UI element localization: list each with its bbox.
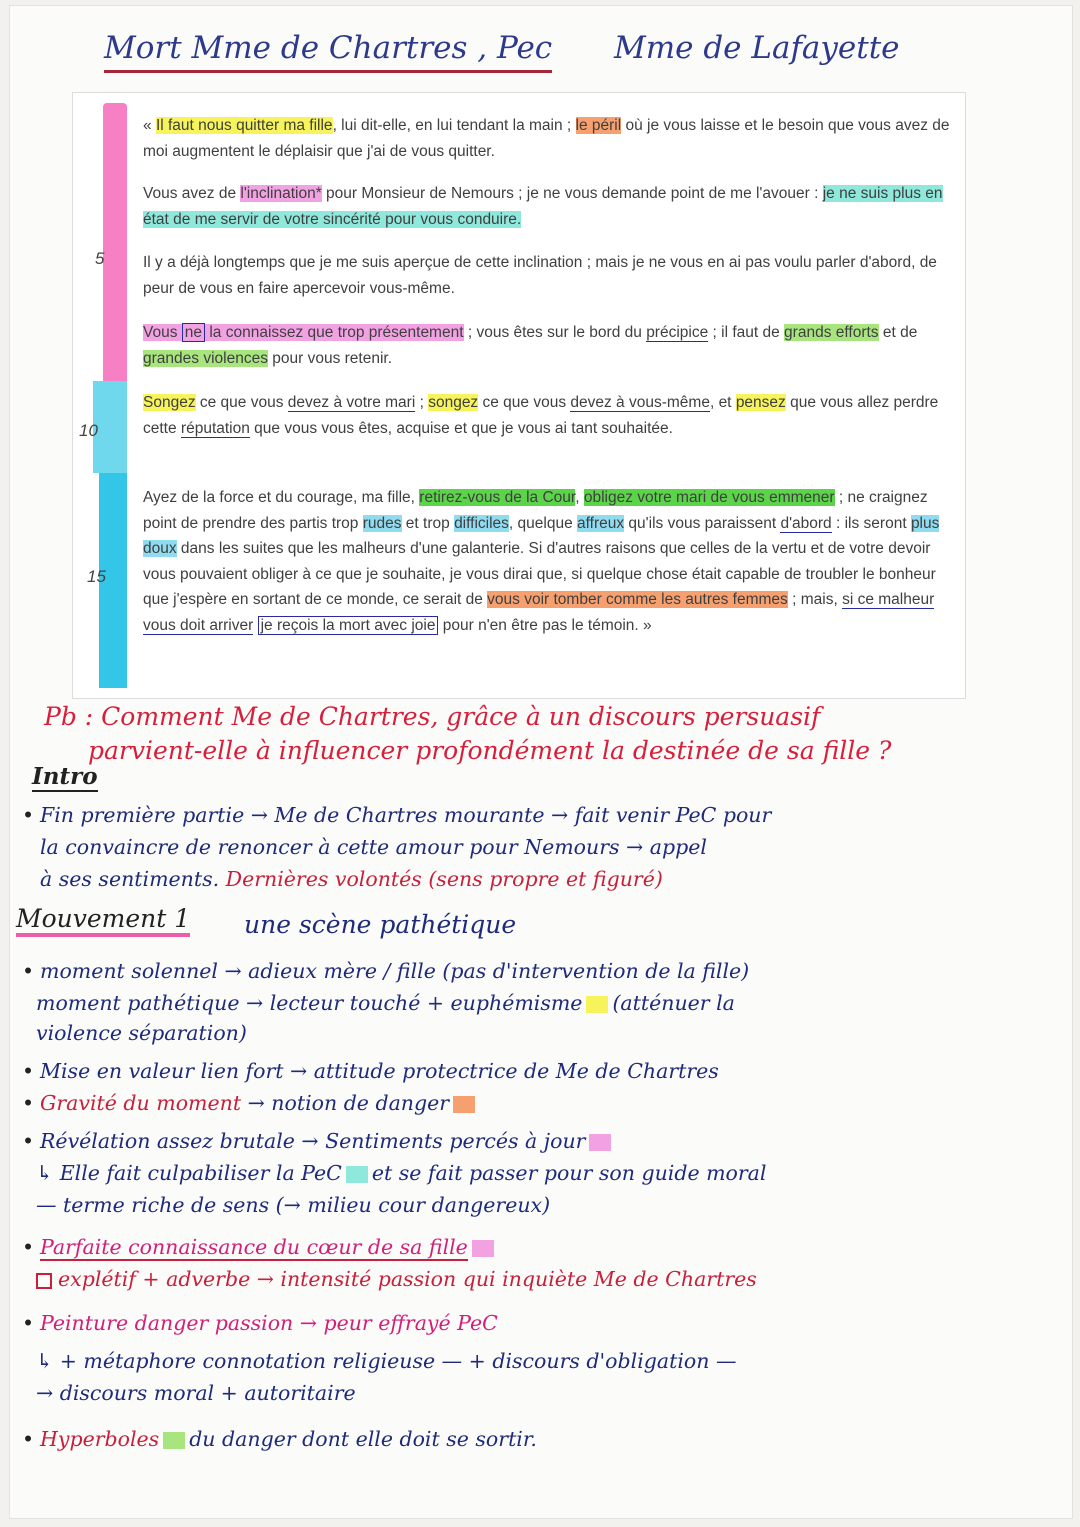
- author-name: Mme de Lafayette: [614, 30, 900, 66]
- excerpt-paragraph-6: [143, 485, 951, 638]
- excerpt-paragraph-5: [143, 390, 951, 441]
- text-run: ; ne craignez point de prendre des partis trop: [143, 489, 928, 532]
- underlined-phrase: devez à vous-même: [570, 394, 710, 411]
- text-run: ce que vous: [195, 394, 288, 411]
- cyan-swatch: [346, 1166, 368, 1183]
- boxed-word: ne: [182, 323, 205, 342]
- highlight-yellow: Songez: [143, 394, 196, 411]
- underlined-word: d'abord: [780, 514, 832, 532]
- text-run: et trop: [401, 514, 455, 532]
- note-line: ↳ + métaphore connotation religieuse — + discours d'obligation —: [36, 1349, 737, 1373]
- text-run: qu'ils vous paraissent: [624, 514, 781, 532]
- text-run: Vous avez de: [143, 185, 241, 202]
- text-run: pour n'en être pas le témoin. »: [438, 616, 652, 634]
- highlight-pink: l'inclination*: [240, 185, 322, 202]
- pink-swatch: [589, 1134, 611, 1151]
- green-swatch: [163, 1432, 185, 1449]
- intro-line: la convaincre de renoncer à cette amour pour Nemours → appel: [40, 835, 707, 859]
- highlight-yellow: pensez: [735, 394, 786, 411]
- text-run: pour vous retenir.: [267, 349, 393, 367]
- highlight-pink: Vous: [143, 324, 182, 341]
- text-run: ; mais,: [787, 591, 843, 608]
- highlight-green: grandes violences: [143, 349, 268, 367]
- highlight-blue: affreux: [577, 514, 625, 532]
- highlight-blue: plus doux: [143, 514, 940, 557]
- highlight-blue: rudes: [362, 514, 402, 532]
- intro-line: [40, 864, 1080, 895]
- underlined-phrase: devez à votre mari: [287, 394, 416, 411]
- note-line: → discours moral + autoritaire: [36, 1381, 356, 1405]
- highlight-cyan: je ne suis plus en état de me servir de votre sincérité pour vous conduire.: [143, 185, 943, 228]
- text-run: ,: [575, 489, 584, 506]
- note-text-red: Gravité du moment: [40, 1091, 242, 1115]
- yellow-swatch: [586, 996, 608, 1013]
- highlight-green: retirez-vous de la Cour: [419, 489, 576, 506]
- orange-swatch: [453, 1096, 475, 1113]
- note-line: violence séparation): [36, 1021, 247, 1045]
- note-text: Peinture danger passion → peur effrayé PeC: [40, 1311, 498, 1335]
- page-title: Mort Mme de Chartres , Pec: [104, 30, 552, 73]
- pink-swatch: [472, 1240, 494, 1257]
- page-header: [0, 30, 1080, 78]
- note-line: [36, 1264, 1076, 1295]
- note-text: → notion de danger: [247, 1091, 450, 1115]
- text-run: ; vous êtes sur le bord du: [463, 324, 647, 341]
- problem-statement: [44, 700, 1054, 768]
- note-text: Révélation assez brutale → Sentiments percés à jour: [40, 1129, 586, 1153]
- text-excerpt: [72, 92, 966, 699]
- text-run: pour Monsieur de Nemours ; je ne vous demande point de me l'avouer :: [321, 185, 823, 202]
- text-run: où je vous laisse et le besoin que vous avez de moi augmentent le déplaisir que j'ai de vous quitter.: [143, 117, 950, 160]
- note-text: du danger dont elle doit se sortir.: [189, 1427, 537, 1451]
- note-text: Mise en valeur lien fort → attitude protectrice de Me de Chartres: [40, 1059, 719, 1083]
- text-run: , lui dit-elle, en lui tendant la main ;: [332, 117, 576, 134]
- excerpt-paragraph-2: [143, 181, 951, 232]
- problem-line: Pb : Comment Me de Chartres, grâce à un discours persuasif: [44, 702, 821, 731]
- note-text: et se fait passer pour son guide moral: [371, 1161, 767, 1185]
- highlight-yellow: Il faut nous quitter ma fille: [155, 117, 333, 134]
- text-run: et de: [878, 324, 918, 341]
- problem-line: parvient-elle à influencer profondément la destinée de sa fille ?: [88, 736, 892, 765]
- highlight-orange: vous voir tomber comme les autres femmes: [487, 591, 788, 608]
- underlined-word: réputation: [180, 419, 250, 437]
- highlight-orange: le péril: [575, 117, 622, 134]
- text-run: que vous vous êtes, acquise et que je vous ai tant souhaitée.: [249, 419, 673, 437]
- note-line: — terme riche de sens (→ milieu cour dangereux): [36, 1193, 551, 1217]
- pink-margin-marker: [103, 103, 127, 381]
- line-number: 15: [87, 567, 106, 586]
- note-line: [36, 988, 1076, 1019]
- highlight-green: obligez votre mari de vous emmener: [583, 489, 835, 506]
- boxed-phrase: je reçois la mort avec joie: [258, 616, 439, 635]
- text-run: dans les suites que les malheurs d'une galanterie. Si d'autres raisons que celles de la vertu et de votre devoir vous pouvaient obliger à ce que je souhaite, je vous dirai que, si quelque chose était capable de troubler le bonheur que j'espère en sortant de ce monde, ce serait de: [143, 540, 936, 608]
- note-line: [36, 1158, 1076, 1189]
- text-run: , quelque: [508, 514, 578, 532]
- underlined-word: précipice: [646, 324, 709, 341]
- movement-title: une scène pathétique: [244, 910, 517, 939]
- intro-heading: Intro: [32, 763, 98, 790]
- underlined-phrase: si ce malheur vous doit arriver: [143, 591, 935, 634]
- note-text-red: Dernières volontés (sens propre et figuré): [225, 867, 663, 891]
- excerpt-paragraph-3: Il y a déjà longtemps que je me suis aperçue de cette inclination ; mais je ne vous en ai pas voulu parler d'abord, de peur de vous en faire apercevoir vous-même.: [143, 254, 937, 297]
- note-text: à ses sentiments.: [40, 867, 220, 891]
- text-run: ce que vous: [478, 394, 571, 411]
- note-bullet: • Hyperboles du danger dont elle doit se sortir.: [22, 1427, 537, 1451]
- note-text: moment solennel → adieux mère / fille (pas d'intervention de la fille): [40, 959, 750, 983]
- note-bullet: • moment solennel → adieux mère / fille (pas d'intervention de la fille): [22, 959, 750, 983]
- highlight-green: grands efforts: [784, 324, 879, 341]
- text-run: Ayez de la force et du courage, ma fille,: [143, 489, 420, 506]
- intro-line: • Fin première partie → Me de Chartres mourante → fait venir PeC pour: [22, 803, 772, 827]
- text-run: que vous allez perdre cette: [143, 394, 939, 437]
- note-bullet: • Révélation assez brutale → Sentiments percés à jour: [22, 1126, 1062, 1157]
- note-text-red: Hyperboles: [40, 1427, 160, 1451]
- note-text: Fin première partie → Me de Chartres mourante → fait venir PeC pour: [40, 803, 772, 827]
- highlight-blue: difficiles: [454, 514, 509, 532]
- highlight-yellow: songez: [428, 394, 479, 411]
- checkbox-square-icon: [36, 1273, 52, 1289]
- excerpt-paragraph-1: [143, 113, 951, 164]
- text-run: , et: [709, 394, 736, 411]
- cyan-margin-marker: [93, 381, 127, 473]
- line-number: 10: [79, 421, 98, 440]
- highlight-pink: la connaissez que trop présentement: [205, 324, 464, 341]
- note-bullet: • Parfaite connaissance du cœur de sa fille: [22, 1232, 1062, 1263]
- line-number: 5: [95, 249, 105, 268]
- excerpt-paragraph-4: [143, 320, 951, 371]
- note-text: (atténuer la: [612, 991, 735, 1015]
- text-run: ;: [415, 394, 429, 411]
- text-run: «: [143, 117, 156, 134]
- note-text-underlined: Parfaite connaissance du cœur de sa fille: [40, 1235, 468, 1259]
- text-run: ; il faut de: [708, 324, 785, 341]
- note-text-red: explétif + adverbe → intensité passion qui inquiète Me de Chartres: [58, 1267, 757, 1291]
- movement-heading: Mouvement 1: [16, 904, 190, 937]
- note-bullet: • Gravité du moment → notion de danger: [22, 1088, 1062, 1119]
- note-text: ↳ Elle fait culpabiliser la PeC: [36, 1161, 342, 1185]
- note-bullet: • Peinture danger passion → peur effrayé PeC: [22, 1311, 498, 1335]
- text-run: : ils seront: [831, 514, 911, 532]
- note-bullet: • Mise en valeur lien fort → attitude protectrice de Me de Chartres: [22, 1059, 719, 1083]
- note-text: moment pathétique → lecteur touché + euphémisme: [36, 991, 583, 1015]
